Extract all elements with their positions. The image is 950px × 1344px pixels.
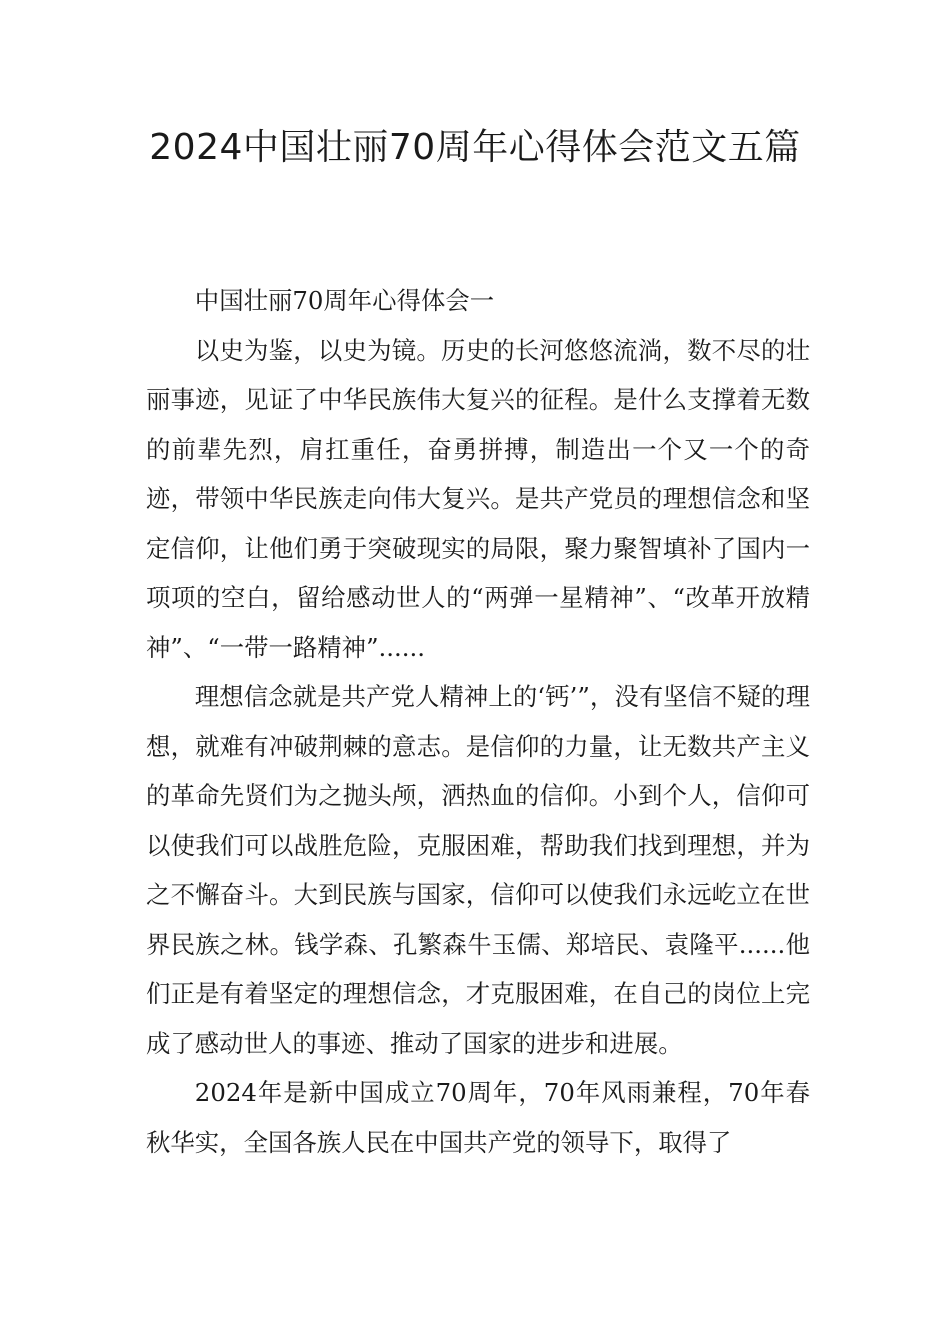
section-heading: 中国壮丽70周年心得体会一 (194, 286, 495, 315)
paragraph: 以史为鉴，以史为镜。历史的长河悠悠流淌，数不尽的壮丽事迹，见证了中华民族伟大复兴的征程。是什么支撑着无数的前辈先烈，肩扛重任，奋勇拼搏，制造出一个又一个的奇迹，带领中华民族走向伟大复兴。是共产党员的理想信念和坚定信仰，让他们勇于突破现实的局限，聚力聚智填补了国内一项项的空白，留给感动世人的“两弹一星精神”、“改革开放精神”、“一带一路精神”...... (146, 335, 810, 662)
document-body (146, 276, 810, 1167)
paragraph: 2024年是新中国成立70周年，70年风雨兼程，70年春秋华实，全国各族人民在中国共产党的领导下，取得了 (146, 1078, 810, 1157)
document-title: 2024中国壮丽70周年心得体会范文五篇 (149, 127, 801, 168)
paragraph: 理想信念就是共产党人精神上的‘钙’”，没有坚信不疑的理想，就难有冲破荆棘的意志。是信仰的力量，让无数共产主义的革命先贤们为之抛头颅，洒热血的信仰。小到个人，信仰可以使我们可以战胜危险，克服困难，帮助我们找到理想，并为之不懈奋斗。大到民族与国家，信仰可以使我们永远屹立在世界民族之林。钱学森、孔繁森牛玉儒、郑培民、袁隆平......他们正是有着坚定的理想信念，才克服困难，在自己的岗位上完成了感动世人的事迹、推动了国家的进步和进展。 (146, 682, 810, 1058)
